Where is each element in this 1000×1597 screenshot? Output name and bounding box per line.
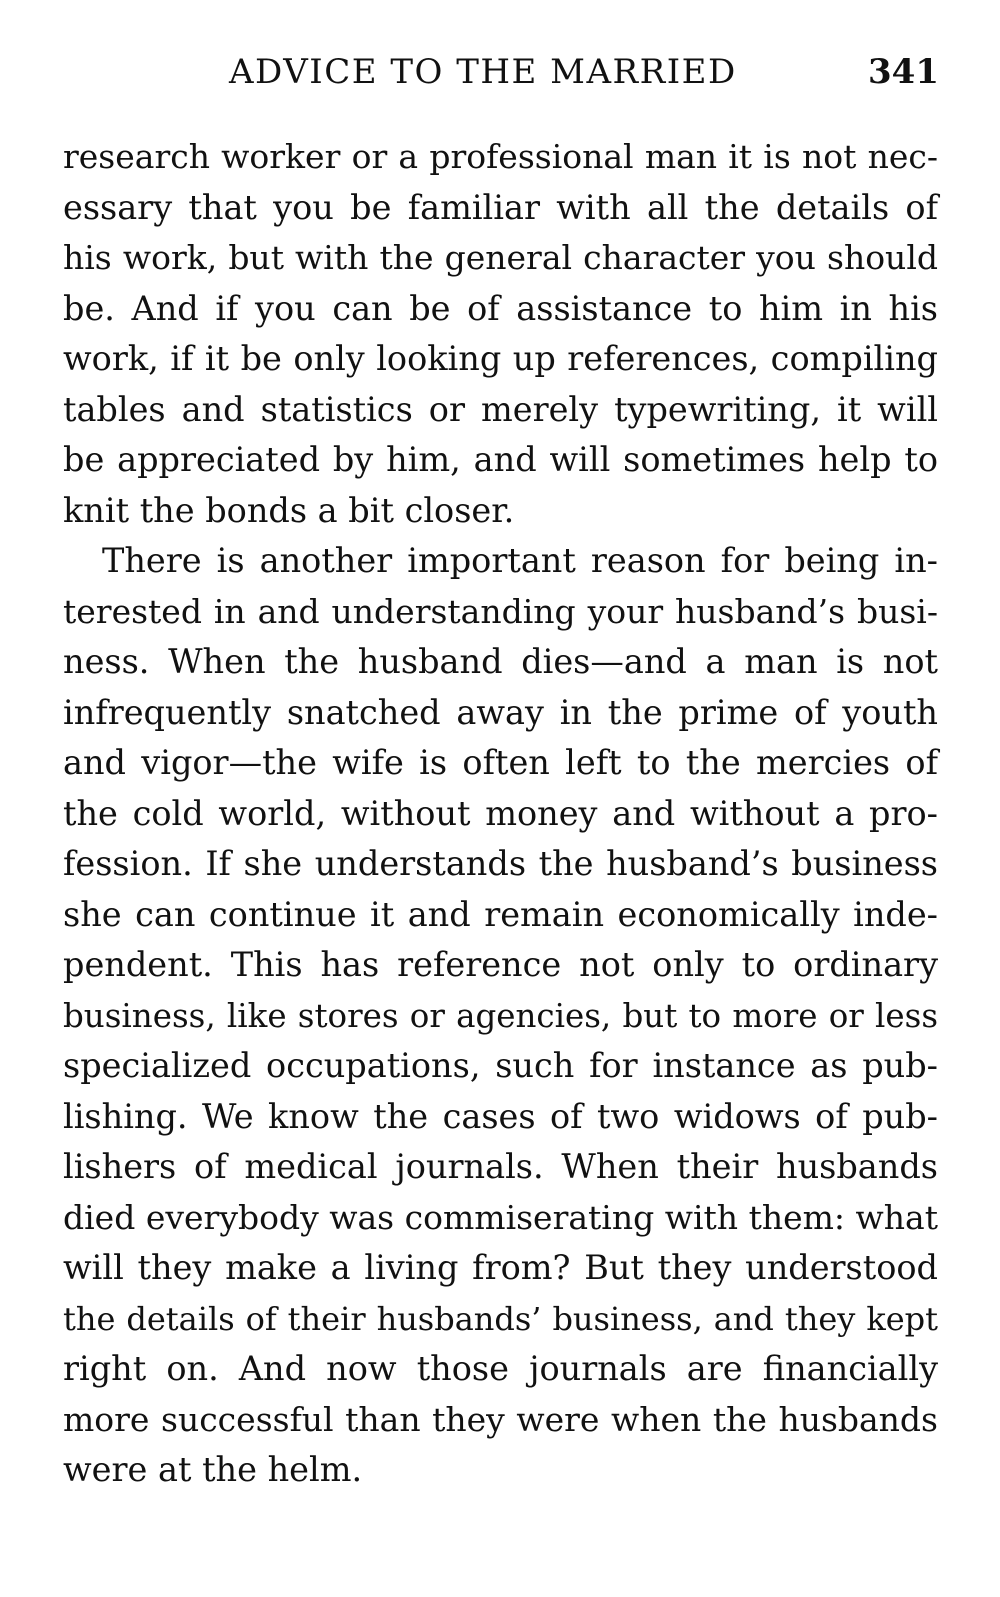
text-line: pendent. This has reference not only to ordinary <box>63 945 938 984</box>
text-line: she can continue it and remain economically inde- <box>63 894 938 934</box>
text-line: lishing. We know the cases of two widows of pub- <box>63 1096 938 1136</box>
text-line: specialized occupations, such for instance as pub- <box>63 1046 938 1085</box>
text-line: lishers of medical journals. When their husbands <box>63 1147 938 1186</box>
text-line: will they make a living from? But they understood <box>63 1248 938 1287</box>
text-line: his work, but with the general character you should <box>63 238 938 277</box>
paragraph-1 <box>63 132 938 536</box>
text-line: terested in and understanding your husband’s busi- <box>63 591 938 631</box>
text-line: research worker or a professional man it is not nec- <box>63 137 938 176</box>
text-line: fession. If she understands the husband’s business <box>63 844 938 883</box>
text-line: the details of their husbands’ business, and they kept <box>63 1299 938 1338</box>
running-title: ADVICE TO THE MARRIED <box>229 52 737 92</box>
text-line: died everybody was commiserating with them: what <box>63 1197 938 1237</box>
text-line: right on. And now those journals are financially <box>63 1349 938 1388</box>
body-text <box>63 132 938 1496</box>
text-line: and vigor—the wife is often left to the mercies of <box>63 743 938 782</box>
text-line: infrequently snatched away in the prime of youth <box>63 692 938 732</box>
text-line: tables and statistics or merely typewriting, it will <box>63 389 938 429</box>
text-line: be. And if you can be of assistance to him in his <box>63 288 938 328</box>
running-head <box>229 52 939 100</box>
text-line: There is another important reason for being in- <box>102 541 938 580</box>
text-line: essary that you be familiar with all the details of <box>63 187 938 227</box>
page-number: 341 <box>868 52 939 92</box>
text-line: ness. When the husband dies—and a man is not <box>63 642 938 681</box>
paragraph-2 <box>63 536 938 1496</box>
text-line: more successful than they were when the husbands <box>63 1399 938 1439</box>
text-line: the cold world, without money and without a pro- <box>63 793 938 833</box>
text-line: work, if it be only looking up references, compiling <box>63 339 938 378</box>
text-line: business, like stores or agencies, but to more or less <box>63 996 938 1035</box>
text-line: were at the helm. <box>63 1450 363 1489</box>
text-line: knit the bonds a bit closer. <box>63 490 515 530</box>
text-line: be appreciated by him, and will sometimes help to <box>63 440 938 479</box>
